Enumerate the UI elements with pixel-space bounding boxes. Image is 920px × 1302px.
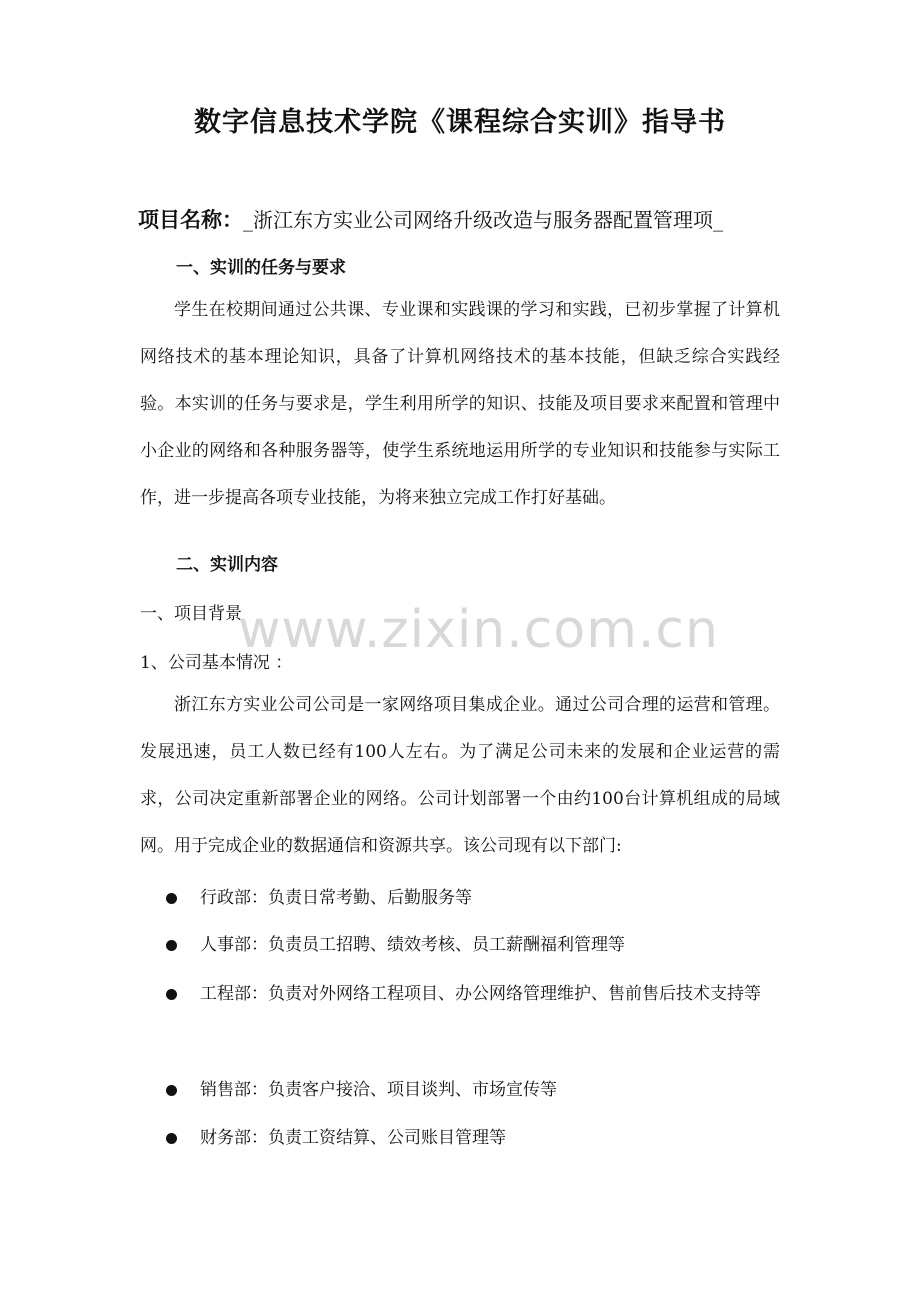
department-text: 财务部：负责工资结算、公司账目管理等 [200,1128,506,1148]
section-heading-content: 二、实训内容 [176,555,278,575]
list-item [166,971,782,1018]
list-item [166,1115,782,1162]
subheading-project-background: 一、项目背景 [140,604,242,624]
project-name-value: _浙江东方实业公司网络升级改造与服务器配置管理项_ [243,208,723,232]
bullet-icon [166,1133,177,1144]
subheading-company-info: 1、公司基本情况 ： [140,653,293,673]
bullet-icon [166,1085,177,1096]
project-name-line [138,204,788,234]
list-item [166,1067,782,1114]
company-paragraph: 浙江东方实业公司公司是一家网络项目集成企业。通过公司合理的运营和管理。发展迅速，员工人数已经有100人左右。为了满足公司未来的发展和企业运营的需求，公司决定重新部署企业的网络。公司计划部署一个由约100台计算机组成的局域网。用于完成企业的数据通信和资源共享。该公司现有以下部门: [140,695,780,856]
list-item [166,875,782,922]
watermark: www.zixin.com.cn [238,600,719,660]
project-name-label: 项目名称： [138,208,243,232]
section-heading-tasks: 一、实训的任务与要求 [176,258,346,278]
bullet-icon [166,893,177,904]
department-text: 销售部：负责客户接洽、项目谈判、市场宣传等 [200,1080,557,1100]
department-text: 行政部：负责日常考勤、后勤服务等 [200,888,472,908]
bullet-icon [166,940,177,951]
bullet-icon [166,989,177,1000]
department-text: 工程部：负责对外网络工程项目、办公网络管理维护、售前售后技术支持等 [200,984,761,1004]
document-title: 数字信息技术学院《课程综合实训》指导书 [194,107,726,138]
list-item [166,922,782,969]
tasks-paragraph: 学生在校期间通过公共课、专业课和实践课的学习和实践，已初步掌握了计算机网络技术的基本理论知识，具备了计算机网络技术的基本技能，但缺乏综合实践经验。本实训的任务与要求是，学生利用所学的知识、技能及项目要求来配置和管理中小企业的网络和各种服务器等，使学生系统地运用所学的专业知识和技能参与实际工作，进一步提高各项专业技能，为将来独立完成工作打好基础。 [140,300,780,508]
department-text: 人事部：负责员工招聘、绩效考核、员工薪酬福利管理等 [200,935,625,955]
